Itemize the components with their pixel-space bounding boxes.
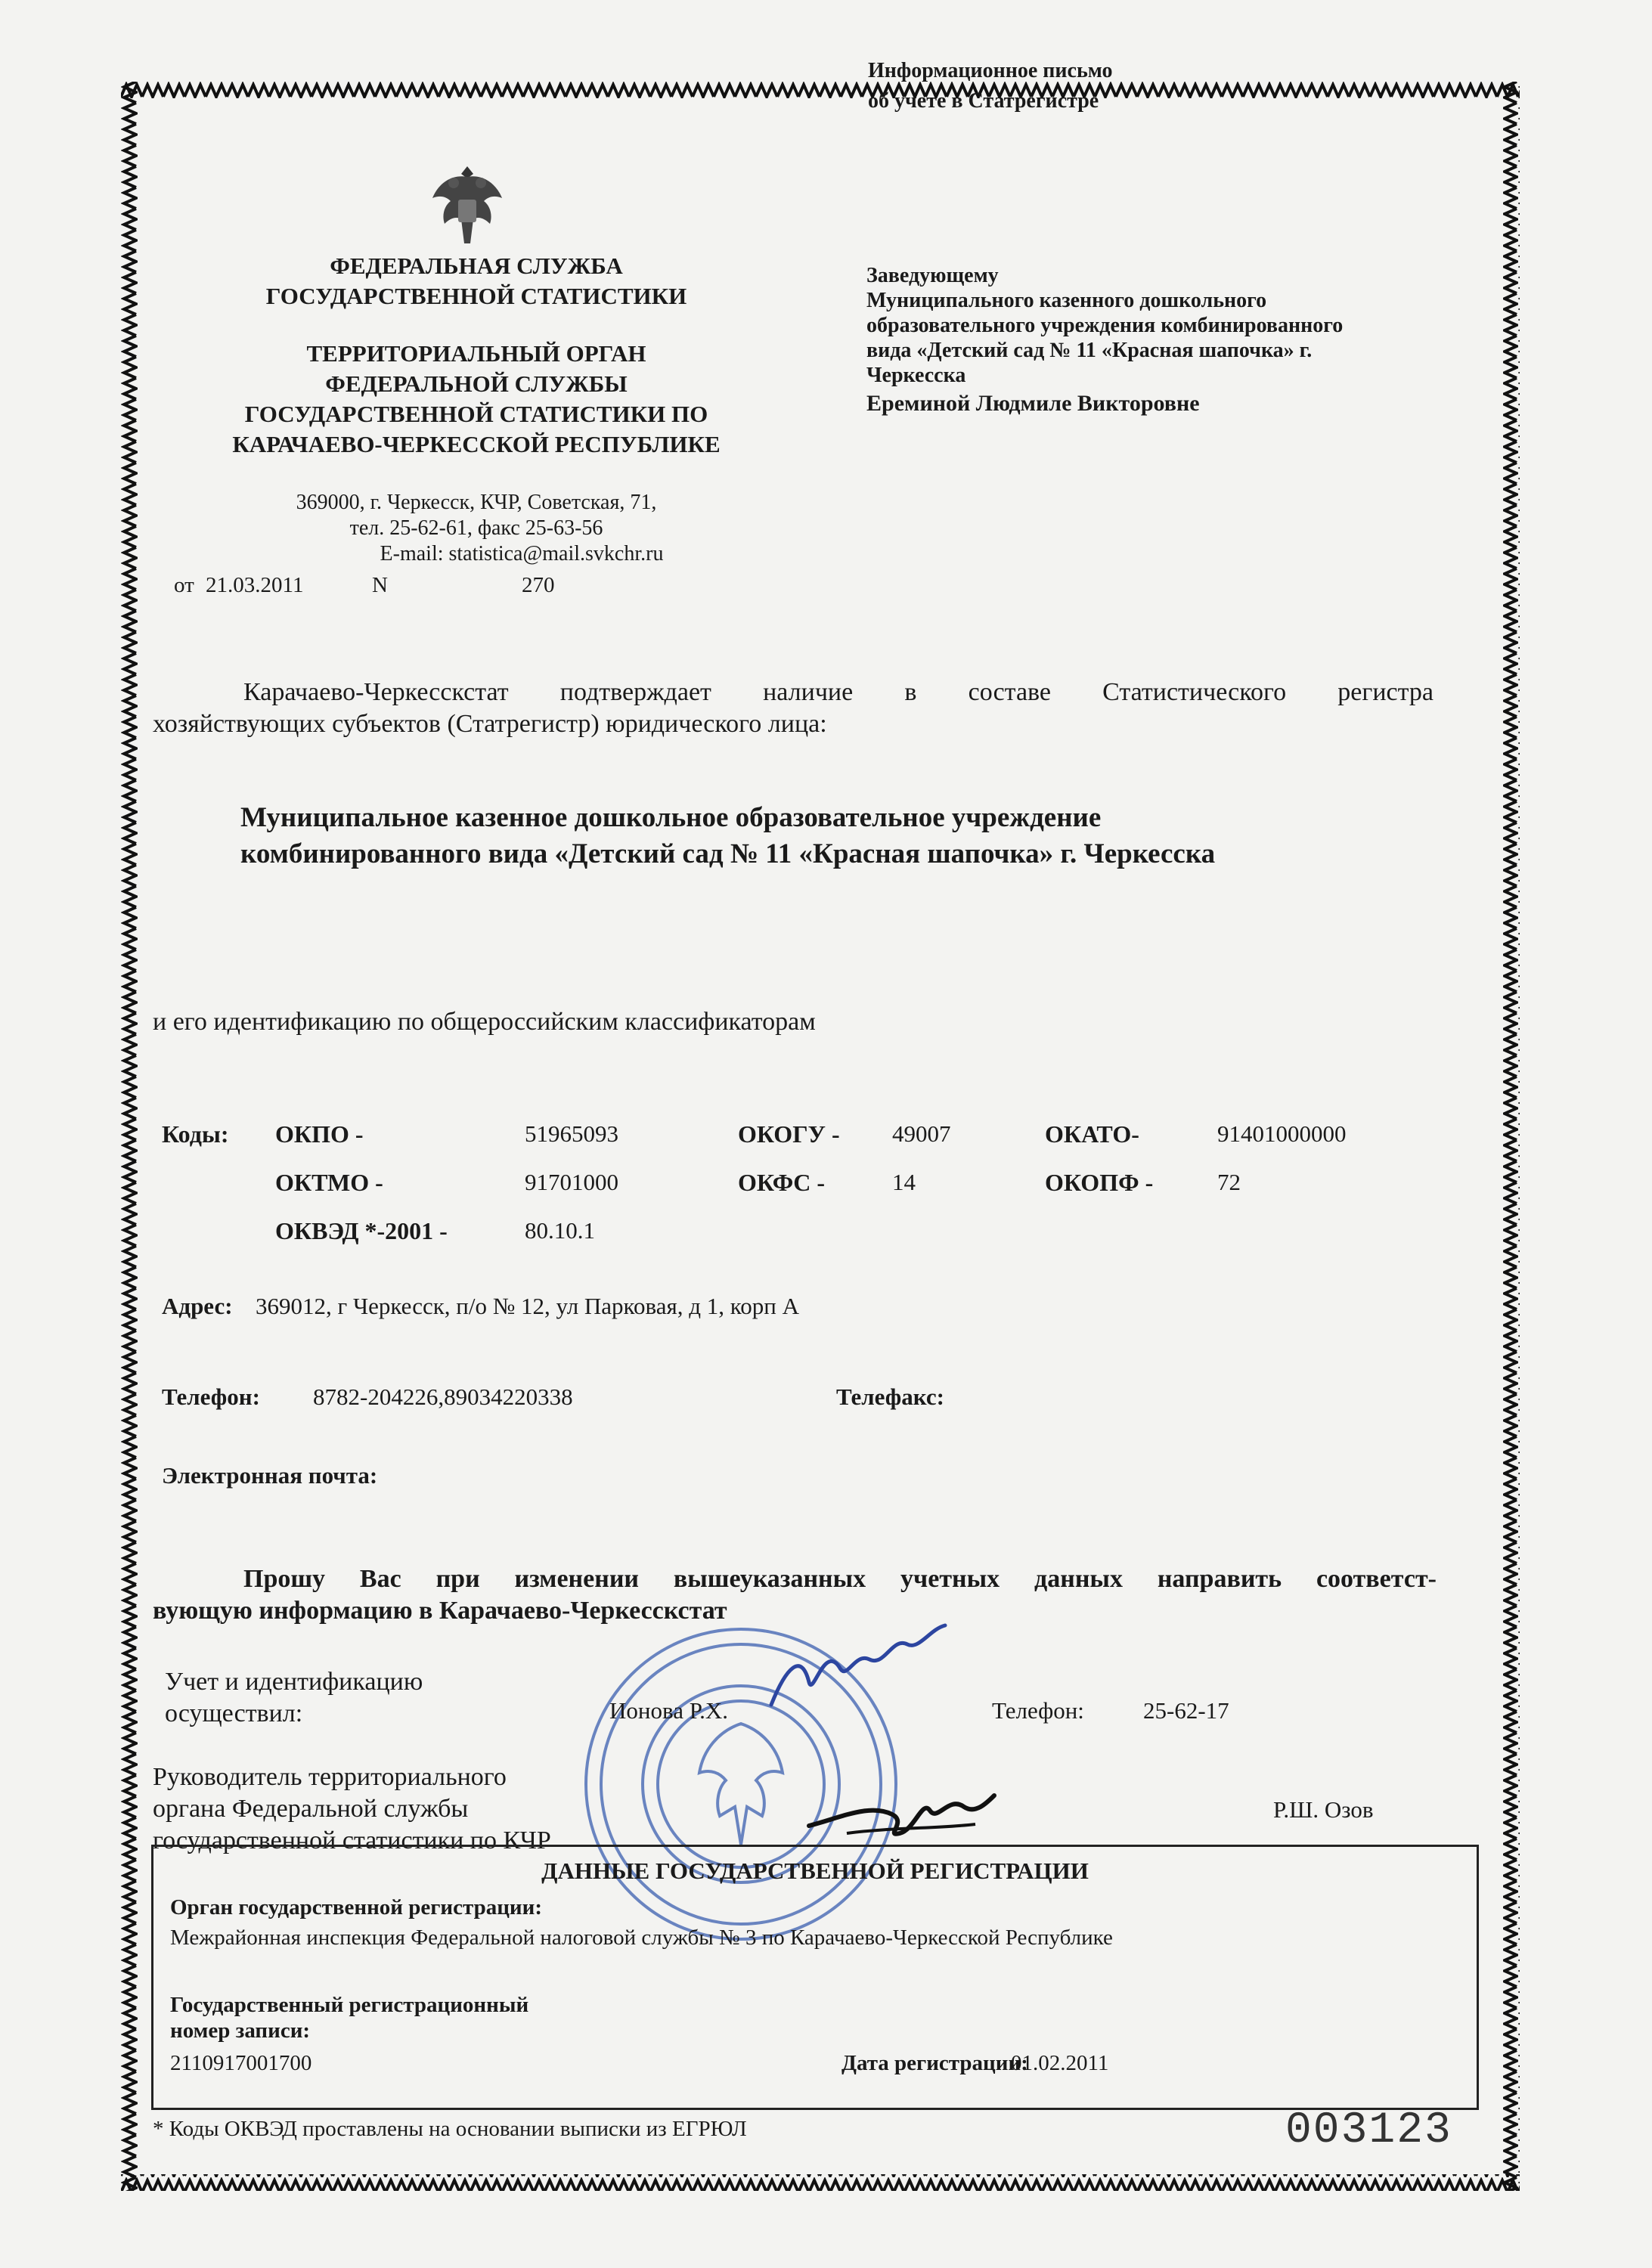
registration-number-label-line: Государственный регистрационный (170, 1993, 529, 2017)
issuer-line: КАРАЧАЕВО-ЧЕРКЕССКОЙ РЕСПУБЛИКЕ (232, 431, 721, 457)
issuer-line: ФЕДЕРАЛЬНАЯ СЛУЖБА (330, 253, 623, 279)
registration-title: ДАННЫЕ ГОСУДАРСТВЕННОЙ РЕГИСТРАЦИИ (541, 1857, 1089, 1884)
accountant-signature (756, 1622, 968, 1727)
address-value: 369012, г Черкесск, п/о № 12, ул Парковая, д 1, корп А (256, 1293, 800, 1319)
okpo-value: 51965093 (525, 1120, 618, 1147)
organization-name-line: Муниципальное казенное дошкольное образовательное учреждение (240, 802, 1102, 833)
registration-authority-label: Орган государственной регистрации: (170, 1895, 543, 1919)
address-label: Адрес: (162, 1293, 233, 1319)
addressee-line: вида «Детский сад № 11 «Красная шапочка» г. (866, 339, 1313, 362)
issuer-line: ГОСУДАРСТВЕННОЙ СТАТИСТИКИ ПО (244, 401, 708, 427)
okpo-label: ОКПО - (275, 1120, 364, 1148)
registration-number-value: 2110917001700 (170, 2051, 312, 2075)
organization-name-line: комбинированного вида «Детский сад № 11 «Красная шапочка» г. Черкесска (240, 838, 1216, 869)
letter-date-row (174, 573, 597, 598)
identification-text: и его идентификацию по общероссийским классификаторам (153, 1008, 816, 1036)
head-name: Р.Ш. Озов (1273, 1796, 1374, 1823)
date-prefix: от (174, 573, 194, 597)
head-title-line: органа Федеральной службы (153, 1795, 469, 1823)
registration-number-label-line: номер записи: (170, 2019, 311, 2043)
number-label: N (372, 573, 388, 597)
letter-date: 21.03.2011 (206, 573, 304, 597)
phone-label: Телефон: (162, 1383, 260, 1410)
okogu-label: ОКОГУ - (738, 1120, 840, 1148)
phone-value: 8782-204226,89034220338 (313, 1383, 573, 1410)
issuer-line: ФЕДЕРАЛЬНОЙ СЛУЖБЫ (325, 370, 628, 397)
addressee-line: Заведующему (866, 264, 999, 287)
head-signature (801, 1773, 998, 1856)
intro-line-1: Карачаево-Черкесскстат подтверждает наличие в составе Статистического регистра (243, 678, 1433, 706)
oktmo-label: ОКТМО - (275, 1169, 383, 1196)
issuer-line: ТЕРРИТОРИАЛЬНЫЙ ОРГАН (306, 340, 646, 367)
issuer-line: ГОСУДАРСТВЕННОЙ СТАТИСТИКИ (265, 283, 687, 309)
doc-type-title: Информационное письмо (868, 59, 1113, 82)
okfs-value: 14 (892, 1169, 916, 1195)
okfs-label: ОКФС - (738, 1169, 825, 1196)
addressee-name: Ереминой Людмиле Викторовне (866, 391, 1200, 416)
registration-number-label (170, 1992, 528, 2043)
issuer-phones: тел. 25-62-61, факс 25-63-56 (349, 516, 603, 540)
addressee-block (866, 263, 1456, 416)
registration-date-value: 01.02.2011 (1011, 2051, 1109, 2075)
addressee-line: образовательного учреждения комбинированного (866, 314, 1344, 337)
accountant-label-line: осуществил: (165, 1699, 303, 1727)
oktmo-value: 91701000 (525, 1169, 618, 1195)
okopf-value: 72 (1217, 1169, 1241, 1195)
registration-data-box (151, 1845, 1479, 2110)
accountant-name: Ионова Р.Х. (609, 1697, 728, 1724)
head-title-line: государственной статистики по КЧР (153, 1826, 551, 1854)
email-label: Электронная почта: (162, 1462, 378, 1489)
request-line-1: Прошу Вас при изменении вышеуказанных учетных данных направить соответст- (243, 1565, 1437, 1593)
head-title (153, 1761, 551, 1857)
accountant-label (165, 1666, 423, 1730)
fax-label: Телефакс: (836, 1383, 944, 1410)
okato-value: 91401000000 (1217, 1120, 1347, 1147)
organization-name (240, 800, 1215, 872)
okogu-value: 49007 (892, 1120, 951, 1147)
footnote: * Коды ОКВЭД проставлены на основании выписки из ЕГРЮЛ (153, 2117, 747, 2141)
okopf-label: ОКОПФ - (1045, 1169, 1154, 1196)
serial-number: 003123 (1285, 2106, 1452, 2155)
letter-number: 270 (522, 573, 555, 597)
doc-type-subtitle: об учете в Статрегистре (868, 89, 1099, 113)
accountant-label-line: Учет и идентификацию (165, 1668, 423, 1696)
intro-line-2: хозяйствующих субъектов (Статрегистр) юридического лица: (153, 710, 827, 738)
addressee-line: Черкесска (866, 364, 966, 387)
accountant-phone-value: 25-62-17 (1143, 1697, 1229, 1724)
coat-of-arms-icon (422, 160, 513, 251)
request-line-2: вующую информацию в Карачаево-Черкесскстат (153, 1597, 727, 1625)
okato-label: ОКАТО- (1045, 1120, 1139, 1148)
addressee-line: Муниципального казенного дошкольного (866, 289, 1267, 312)
okved-label: ОКВЭД *-2001 - (275, 1217, 448, 1244)
registration-authority-value: Межрайонная инспекция Федеральной налоговой службы № 3 по Карачаево-Черкесской Республике (170, 1926, 1113, 1950)
issuer-email: E-mail: statistica@mail.svkchr.ru (380, 542, 664, 565)
issuer-address: 369000, г. Черкесск, КЧР, Советская, 71, (296, 491, 657, 514)
head-title-line: Руководитель территориального (153, 1763, 507, 1791)
okved-value: 80.10.1 (525, 1217, 595, 1244)
registration-date-label: Дата регистрации: (841, 2051, 1028, 2075)
accountant-phone-label: Телефон: (992, 1697, 1084, 1724)
codes-label: Коды: (162, 1120, 229, 1148)
